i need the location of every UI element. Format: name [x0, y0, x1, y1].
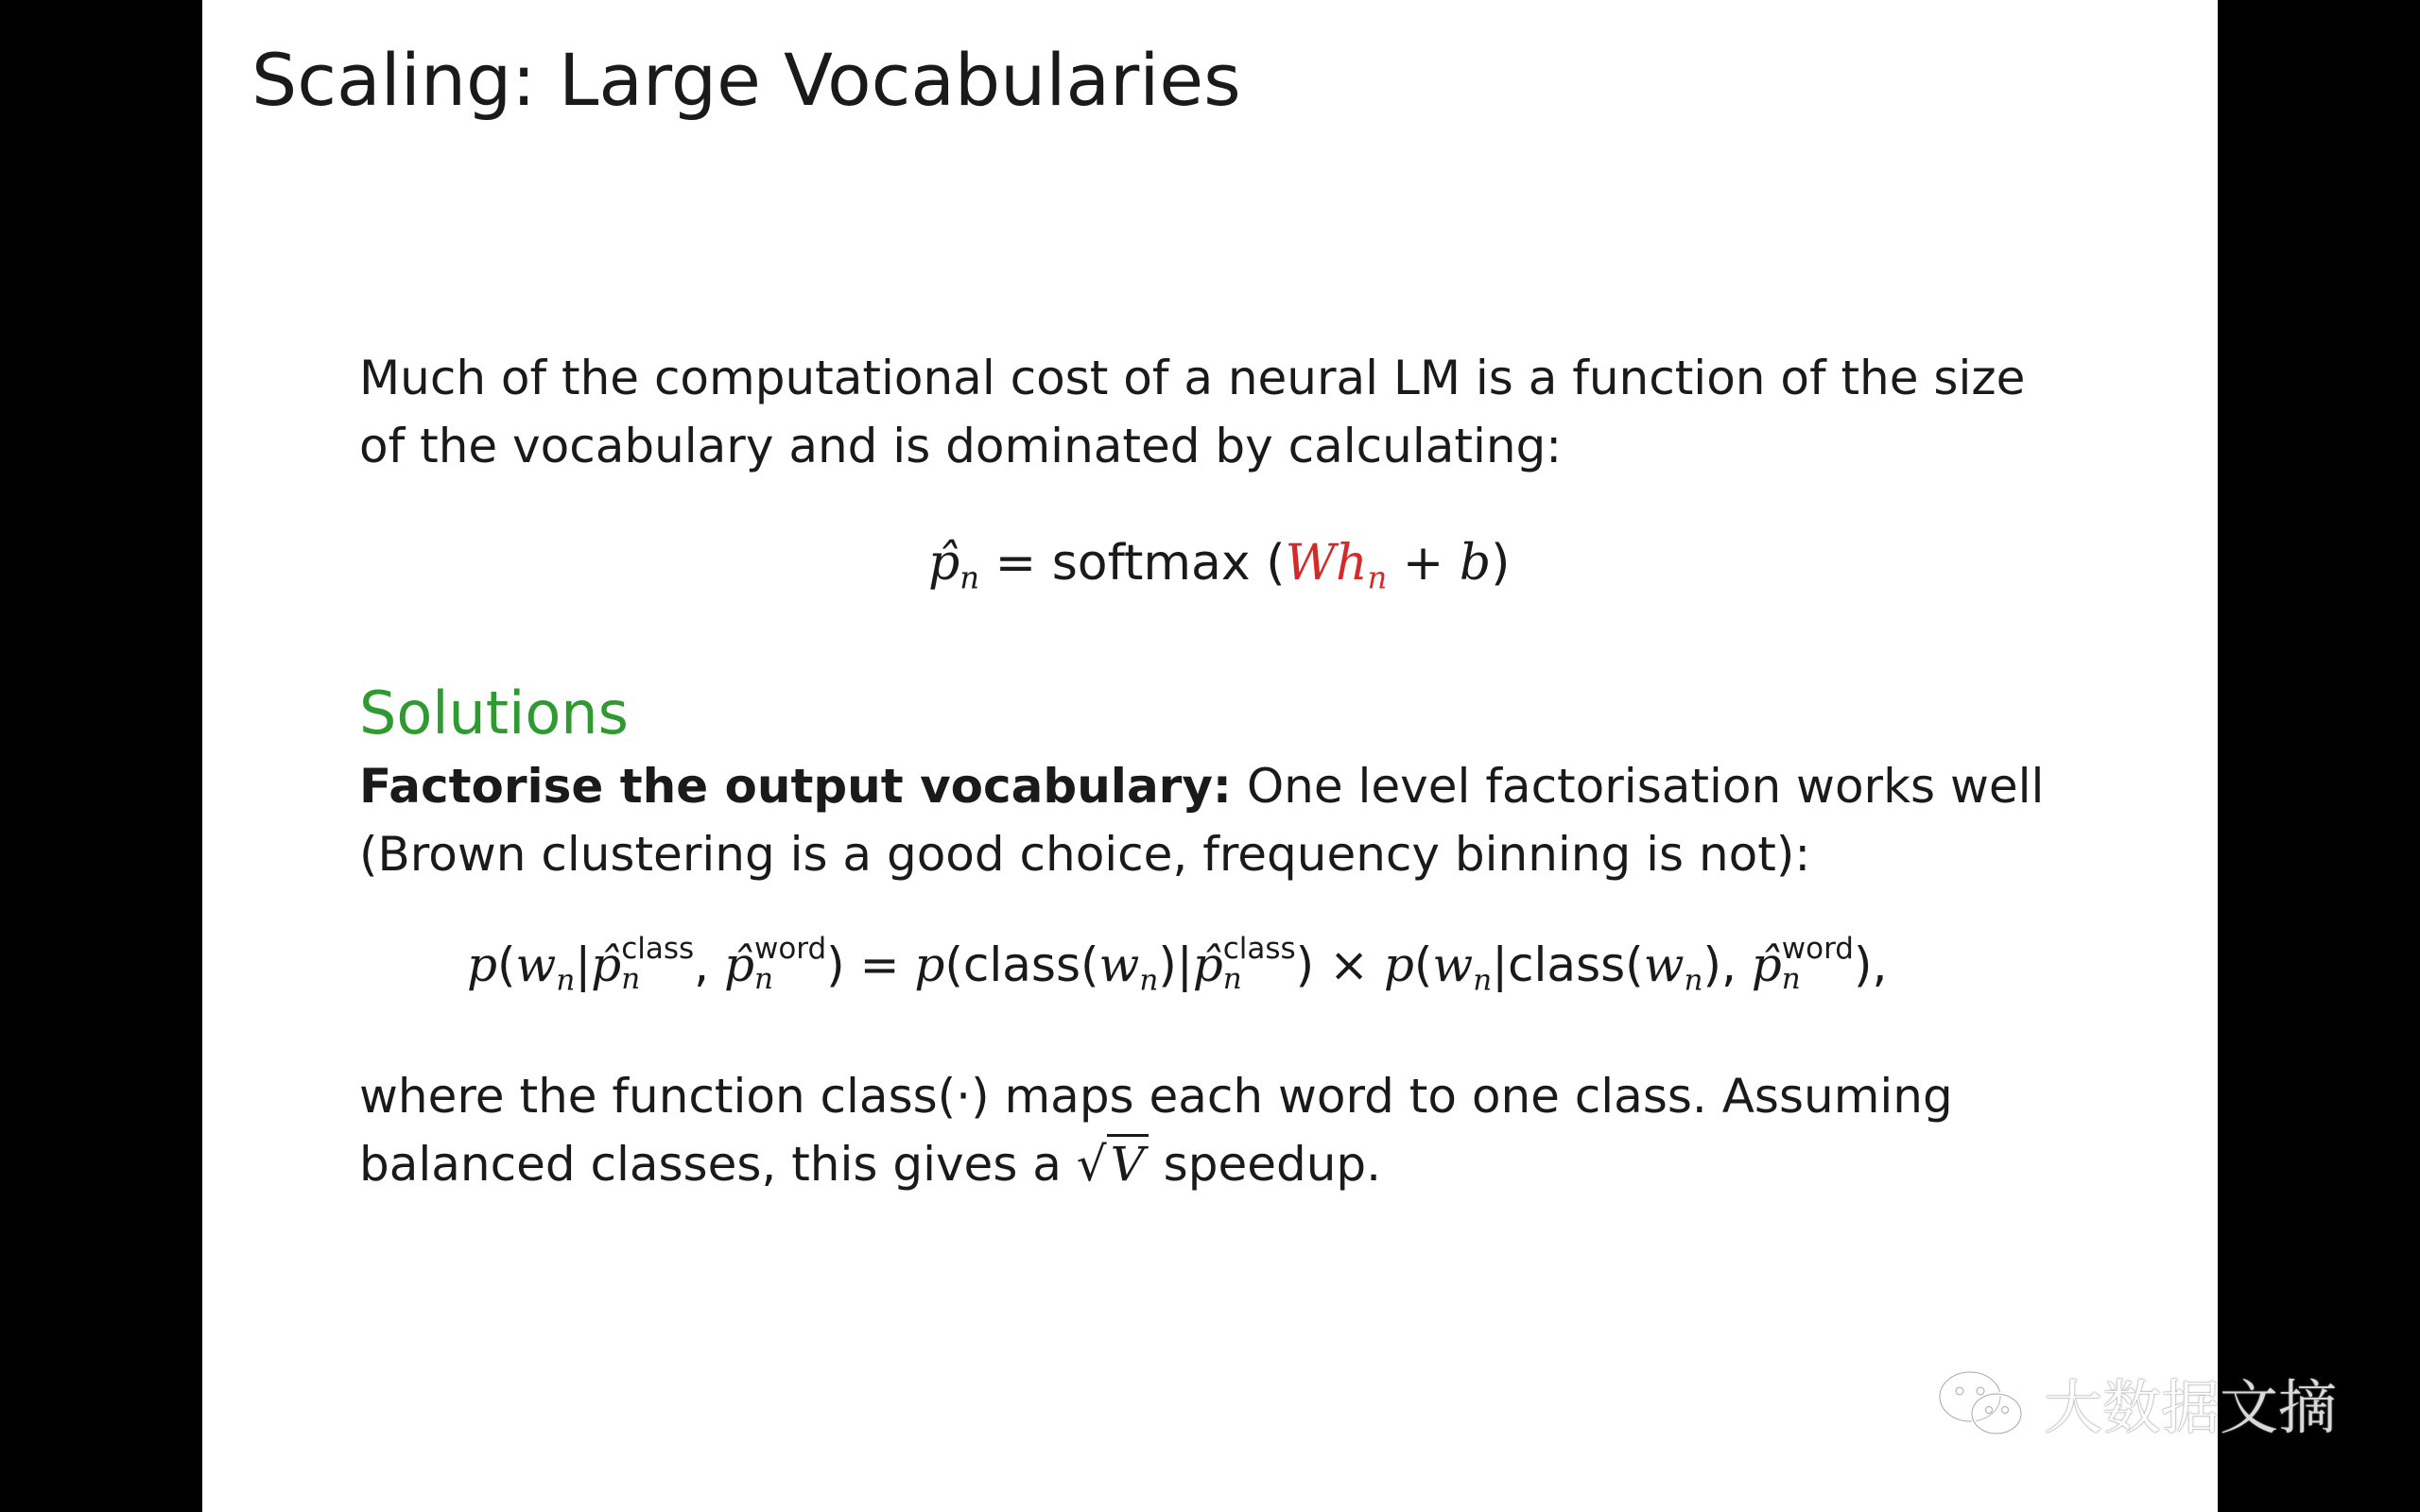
eq2-p-3: p [1383, 937, 1414, 992]
eq2-class-fn-2: class [1508, 937, 1626, 992]
eq1-plus: + [1387, 535, 1460, 592]
conclusion-line-2 [359, 1130, 1953, 1198]
watermark-text: 大数据文摘 [2044, 1372, 2338, 1442]
eq2-supsub-3: class n [1222, 931, 1296, 997]
sqrt-v: √V [1077, 1130, 1149, 1198]
wechat-icon [1932, 1365, 2031, 1440]
solution-line-2: (Brown clustering is a good choice, frequency binning is not): [359, 827, 1811, 882]
eq2-equals: = [844, 937, 915, 992]
slide-title: Scaling: Large Vocabularies [251, 38, 1241, 122]
eq1-W: W [1285, 535, 1336, 592]
eq1-softmax: softmax [1051, 535, 1251, 592]
eq2-supsub-4: word n [1781, 931, 1854, 997]
eq2-p: p [467, 937, 498, 992]
conclusion-line-2-post: speedup. [1148, 1137, 1382, 1192]
solution-paragraph [359, 752, 2044, 888]
eq2-supsub-1: class n [621, 931, 695, 997]
solution-line-1 [359, 752, 2044, 820]
eq2-times: × [1314, 937, 1384, 992]
eq1-h: h [1335, 535, 1368, 592]
factorisation-equation: $p(w_n|p̂$ class n , p̂ word n ) = $p(class(w_n)|p̂$ class n ) × $p(w_n|class(w_n)$, p̂ word n ), [467, 931, 1888, 998]
eq2-w: w [515, 937, 557, 992]
eq1-sub-n: n [959, 559, 980, 596]
eq2-phat-4: p̂ [1751, 937, 1782, 992]
solutions-heading: Solutions [359, 679, 629, 747]
conclusion-line-2-pre: balanced classes, this gives a [359, 1137, 1077, 1192]
eq2-phat-3: p̂ [1192, 937, 1223, 992]
eq2-p-2: p [914, 937, 945, 992]
solution-bold-lead: Factorise the output vocabulary: [359, 759, 1232, 814]
slide [202, 0, 2218, 1512]
eq2-w-sub: n [556, 963, 576, 998]
intro-line-2: of the vocabulary and is dominated by calculating: [359, 419, 1563, 473]
conclusion-paragraph [359, 1062, 1953, 1198]
eq2-phat-2: p̂ [723, 937, 754, 992]
eq1-equals: = [979, 535, 1052, 592]
eq1-h-sub-n: n [1367, 559, 1388, 596]
eq1-open-paren: ( [1250, 535, 1286, 592]
eq1-phat: p̂ [928, 535, 960, 592]
intro-line-1: Much of the computational cost of a neural LM is a function of the size [359, 351, 2026, 405]
intro-paragraph [359, 344, 2025, 480]
eq1-b: b [1459, 535, 1492, 592]
watermark [1932, 1365, 2337, 1440]
eq2-supsub-2: word n [753, 931, 827, 997]
solution-line-1-rest: One level factorisation works well [1231, 759, 2045, 814]
conclusion-line-1: where the function class(·) maps each word to one class. Assuming [359, 1069, 1953, 1124]
eq1-close-paren: ) [1491, 535, 1511, 592]
eq2-class-fn-1: class [962, 937, 1081, 992]
softmax-equation [928, 535, 1510, 596]
eq2-phat-1: p̂ [591, 937, 622, 992]
